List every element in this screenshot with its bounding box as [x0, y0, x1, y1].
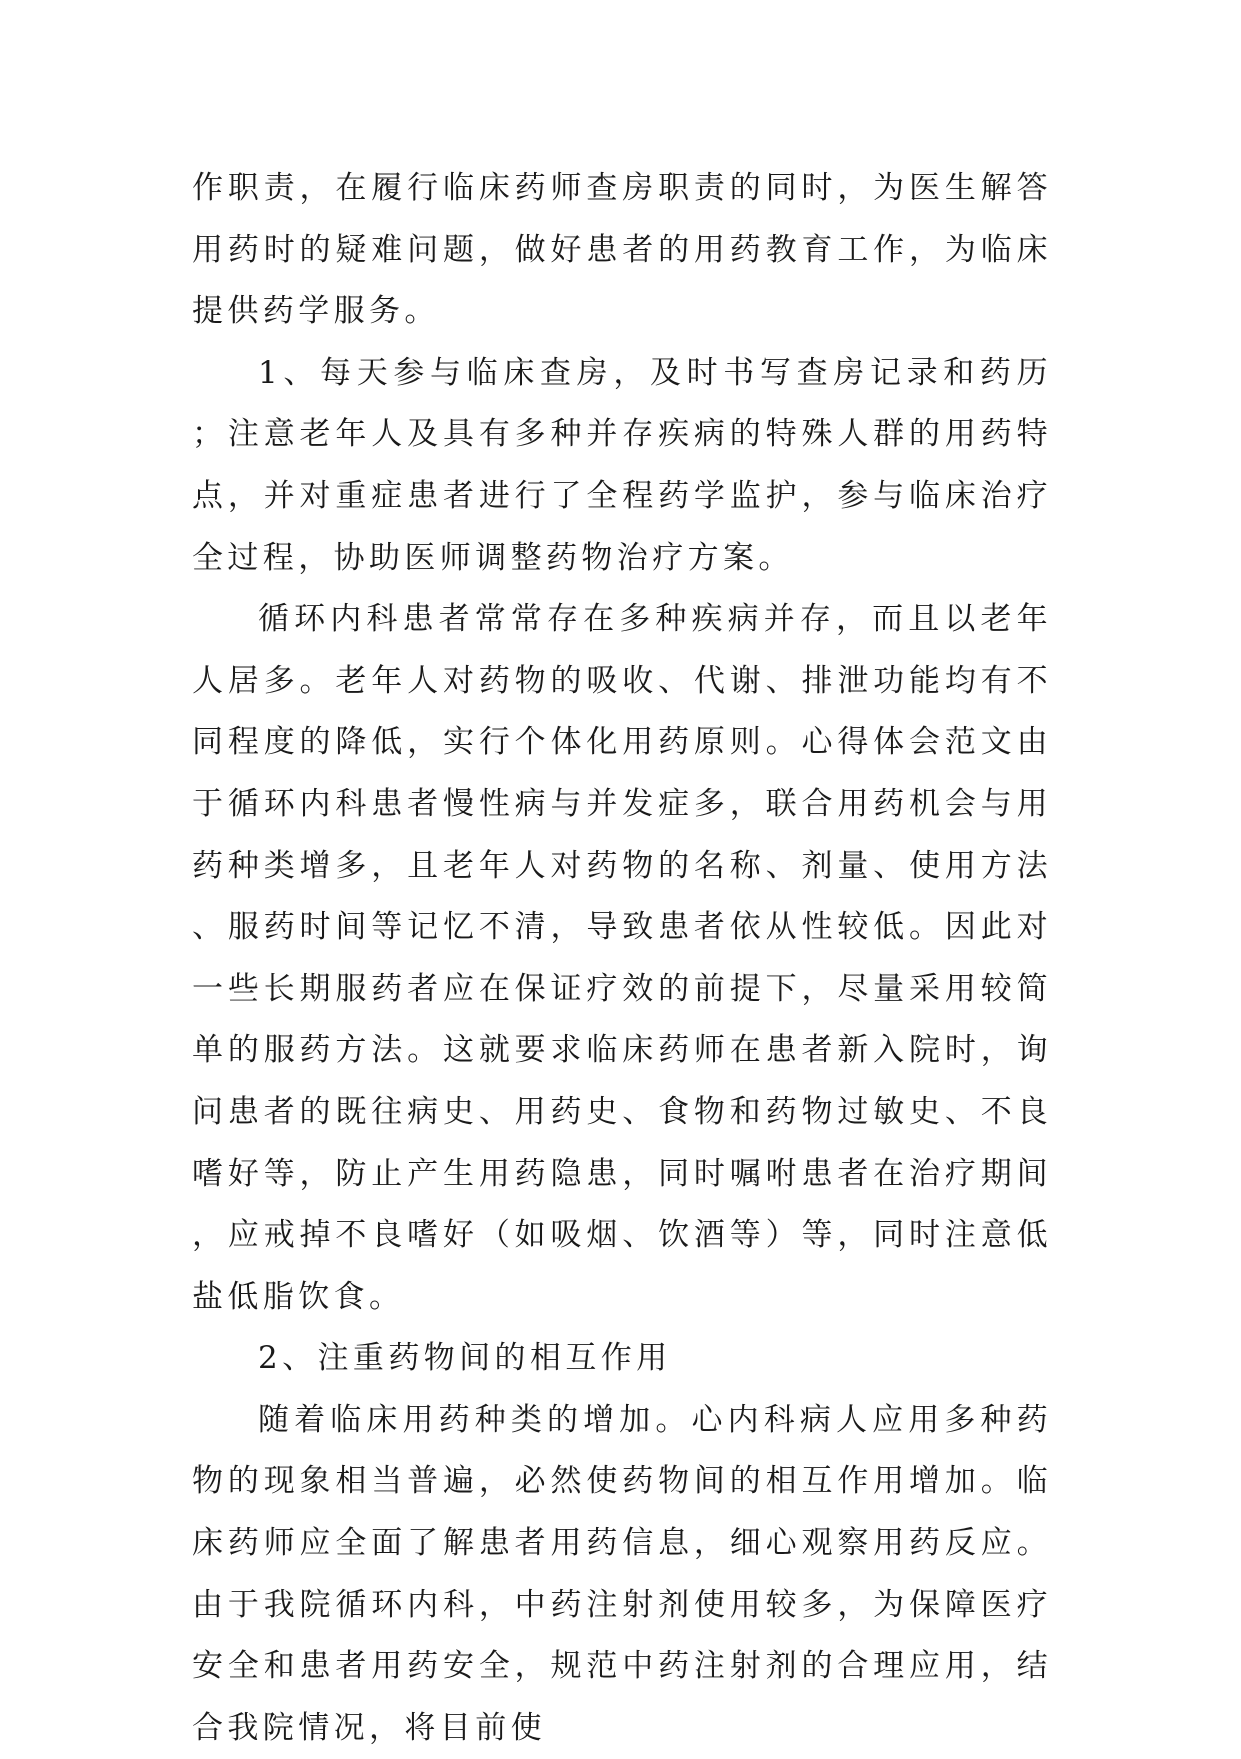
paragraph-4-heading: 2、注重药物间的相互作用: [258, 1340, 672, 1377]
paragraph-5: 随着临床用药种类的增加。心内科病人应用多种药物的现象相当普遍，必然使药物间的相互作用增加。临床药师应全面了解患者用药信息，细心观察用药反应。由于我院循环内科，中药注射剂使用较多，为保障医疗安全和患者用药安全，规范中药注射剂的合理应用，结合我院情况，将目前使: [192, 1401, 1052, 1746]
document-page: [192, 158, 1052, 1759]
paragraph-1: 作职责，在履行临床药师查房职责的同时，为医生解答用药时的疑难问题，做好患者的用药教育工作，为临床提供药学服务。: [192, 170, 1052, 330]
paragraph-3: 循环内科患者常常存在多种疾病并存，而且以老年人居多。老年人对药物的吸收、代谢、排泄功能均有不同程度的降低，实行个体化用药原则。心得体会范文由于循环内科患者慢性病与并发症多，联合用药机会与用药种类增多，且老年人对药物的名称、剂量、使用方法、服药时间等记忆不清，导致患者依从性较低。因此对一些长期服药者应在保证疗效的前提下，尽量采用较简单的服药方法。这就要求临床药师在患者新入院时，询问患者的既往病史、用药史、食物和药物过敏史、不良嗜好等，防止产生用药隐患，同时嘱咐患者在治疗期间，应戒掉不良嗜好（如吸烟、饮酒等）等，同时注意低盐低脂饮食。: [192, 601, 1052, 1315]
paragraph-2: 1、每天参与临床查房，及时书写查房记录和药历；注意老年人及具有多种并存疾病的特殊人群的用药特点，并对重症患者进行了全程药学监护，参与临床治疗全过程，协助医师调整药物治疗方案。: [192, 354, 1052, 576]
